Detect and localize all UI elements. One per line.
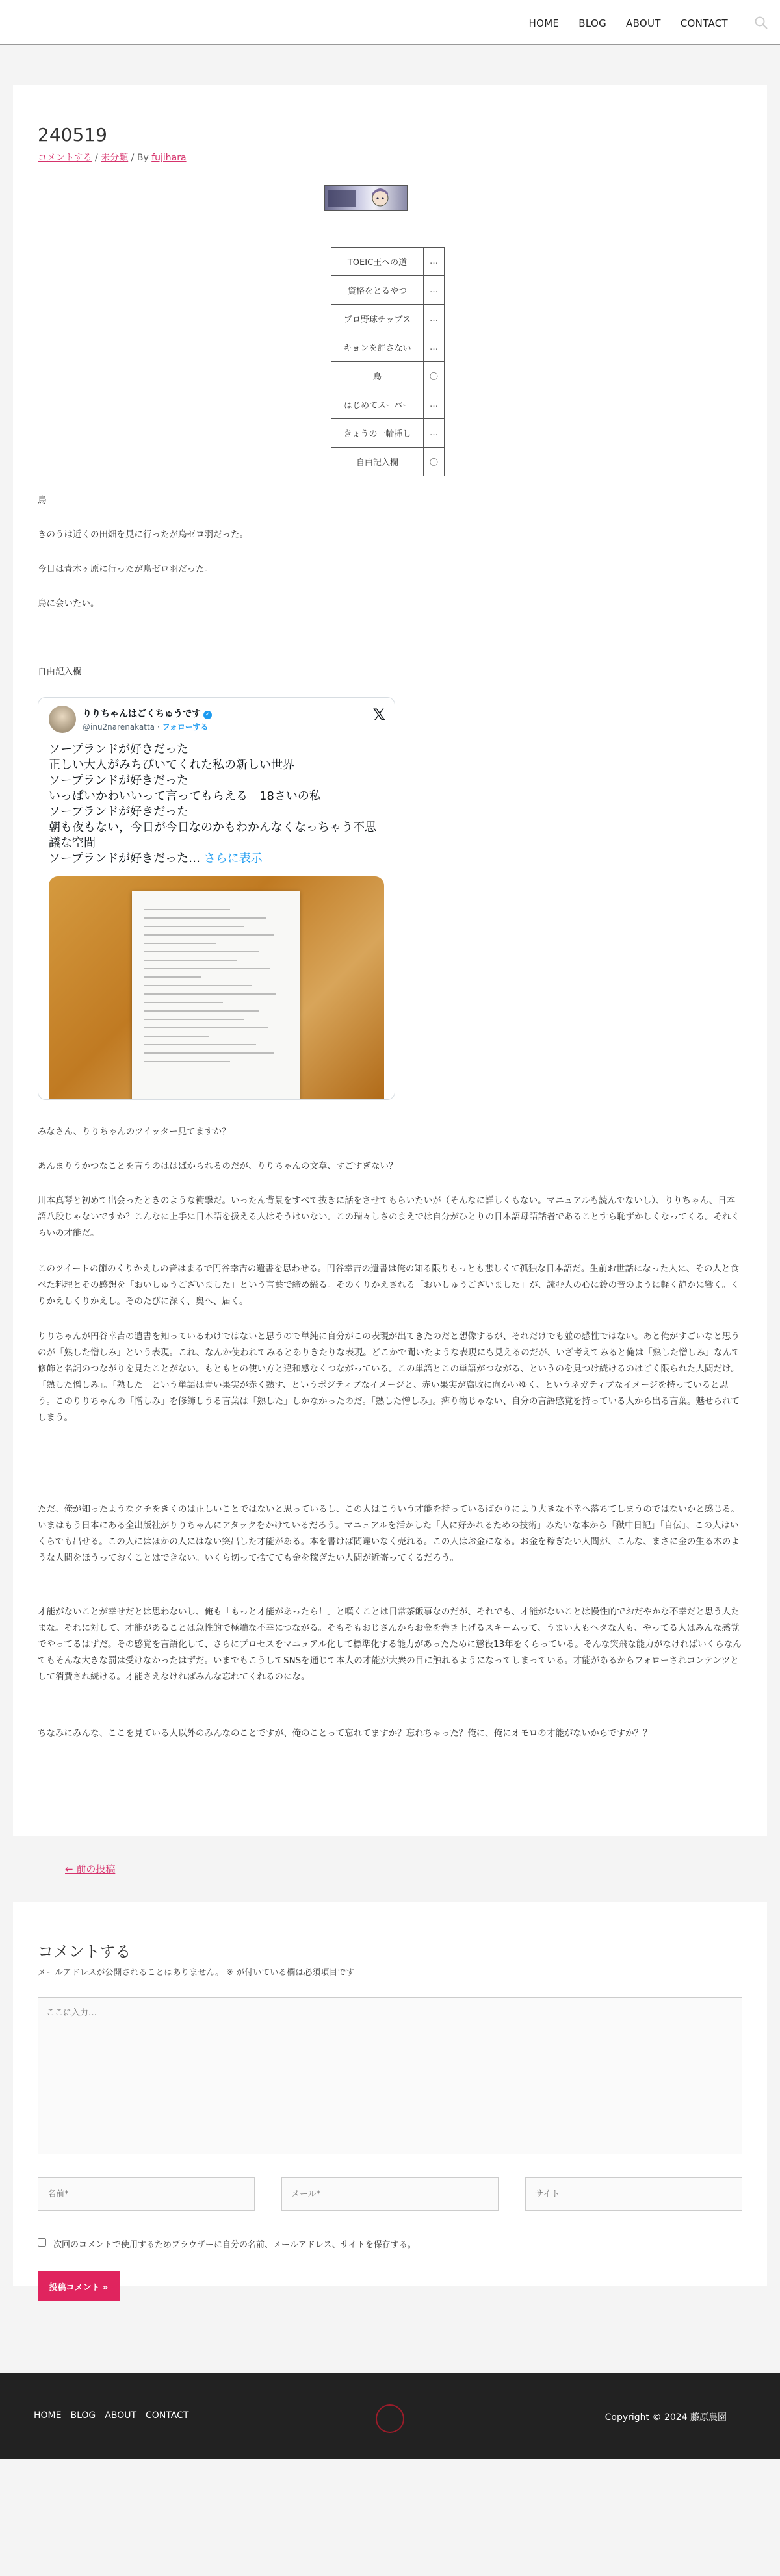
- tweet-text: [49, 742, 387, 867]
- author-link[interactable]: fujihara: [151, 153, 187, 163]
- paragraph: ちなみにみんな、ここを見ている人以外のみんなのことですが、俺のことって忘れてますか？忘れちゃった？俺に、俺にオモロの才能がないからですか？？: [38, 1728, 652, 1739]
- search-icon[interactable]: [754, 16, 768, 30]
- name-field[interactable]: [38, 2177, 255, 2211]
- verified-icon: ✓: [203, 711, 212, 719]
- table-cell: きょうの一輪挿し: [332, 419, 424, 448]
- paragraph: ただ、俺が知ったようなクチをきくのは正しいことではないと思っているし、この人はこういう才能を持っているばかりにより大きな不幸へ落ちてしまうのではないかと感じる。いまはもう日本にある全出版社がりりちゃんにアタックをかけているだろう。マニュアルを活かした「人に好かれるための技術」みたいな本から「獄中日記」「自伝」、この人はいくらでも出せる。この人にはほかの人にはない突出した才能がある。本を書けば間違いなく売れる。この人はお金になる。お金を稼ぎたい人間が、こんな、まさに金の生る木のような人間をほうっておくことはできない。いくら切って捨てても金を稼ぎたい人間が近寄ってくるだろう。: [38, 1504, 740, 1563]
- nav-home[interactable]: HOME: [528, 18, 560, 29]
- paragraph: 今日は青木ヶ原に行ったが鳥ゼロ羽だった。: [38, 564, 213, 574]
- follow-button[interactable]: フォローする: [162, 722, 209, 732]
- tweet-line: ソープランドが好きだった: [49, 805, 189, 819]
- progress-table: [331, 247, 445, 476]
- table-cell: …: [424, 276, 445, 305]
- footer-link-blog[interactable]: BLOG: [70, 2410, 96, 2421]
- table-cell: …: [424, 390, 445, 419]
- email-field[interactable]: [281, 2177, 499, 2211]
- tweet-author-name[interactable]: りりちゃんはごくちゅうです ✓: [83, 707, 212, 720]
- paragraph: みなさん、りりちゃんのツイッター見てますか？: [38, 1127, 231, 1137]
- tweet-embed[interactable]: [38, 697, 395, 1100]
- table-cell: 資格をとるやつ: [332, 276, 424, 305]
- table-cell: …: [424, 305, 445, 333]
- table-row: [332, 390, 445, 419]
- table-cell: …: [424, 248, 445, 276]
- table-cell: 鳥: [332, 362, 424, 390]
- table-row: [332, 333, 445, 362]
- main-nav: [529, 18, 728, 29]
- site-footer: [0, 2373, 780, 2459]
- footer-link-about[interactable]: ABOUT: [105, 2410, 137, 2421]
- meta-separator: / By: [128, 153, 152, 163]
- tweet-line: ソープランドが好きだった: [49, 743, 189, 756]
- site-header: [0, 0, 780, 45]
- comment-textarea[interactable]: [38, 1997, 742, 2154]
- paragraph: このツイートの節のくりかえしの音はまるで円谷幸吉の遺書を思わせる。円谷幸吉の遺書は俺の知る限りもっとも悲しくて孤独な日本語だ。生前お世話になった人に、その人と食べた料理とその感想を「おいしゅうございました」という言葉で締め縊る。そのくりかえされる「おいしゅうございました」が、読む人の心に鈴の音のように軽く静かに響く。くりかえしくりかえし。そのたびに深く、奥へ、届く。: [38, 1264, 740, 1307]
- tweet-line: いっぱいかわいいって言ってもらえる 18さいの私: [49, 789, 321, 803]
- category-link[interactable]: 未分類: [101, 153, 129, 163]
- table-cell: TOEIC王への道: [332, 248, 424, 276]
- footer-link-contact[interactable]: CONTACT: [146, 2410, 189, 2421]
- table-cell: 〇: [424, 448, 445, 476]
- save-info-checkbox[interactable]: [38, 2238, 46, 2247]
- comment-note: メールアドレスが公開されることはありません。 ※ が付いている欄は必須項目です: [38, 1968, 355, 1978]
- table-cell: はじめてスーパー: [332, 390, 424, 419]
- nav-blog[interactable]: BLOG: [578, 18, 607, 29]
- tweet-line: 朝も夜もない，今日が今日なのかもわかんなくなっちゃう不思議な空間: [49, 821, 376, 850]
- previous-post-link[interactable]: ← 前の投稿: [65, 1863, 116, 1875]
- paragraph: 鳥に会いたい。: [38, 598, 99, 609]
- paragraph: りりちゃんが円谷幸吉の遺書を知っているわけではないと思うので単純に自分がこの表現が出てきたのだと想像するが、それだけでも並の感性ではない。あと俺がすごいなと思うのが「熟した憎しみ」という表現。これ、なんか使われてみるとありきたりな表現。どこかで聞いたような表現にも見えるのだが、いざ考えてみると俺は「熟した憎しみ」なんて修飾と名詞のつながりを見たことがない。もともとの使い方と違和感なくつながっている。この単語とこの単語がつながる、というのを見つけ続けるのはごく限られた人間だけ。「熟した憎しみ」。「熟した」という単語は青い果実が赤く熟す、というポジティブなイメージと、赤い果実が腐敗に向かいゆく、というネガティブなイメージを持っていると思う。このりりちゃんの「憎しみ」を修飾しうる言葉は「熟した」しかなかったのだ。「熟した憎しみ」。痺り物じゃない、自分の言語感覚を持っている人から出る言葉。魅せられてしまう。: [38, 1331, 740, 1423]
- table-cell: プロ野球チップス: [332, 305, 424, 333]
- footer-logo-icon[interactable]: [376, 2404, 404, 2433]
- x-logo-icon[interactable]: 𝕏: [372, 706, 385, 724]
- tweet-handle-line: @inu2narenakatta · フォローする: [83, 722, 209, 732]
- table-row: [332, 248, 445, 276]
- table-row: [332, 305, 445, 333]
- footer-nav: [34, 2410, 188, 2421]
- comment-link[interactable]: コメントする: [38, 153, 92, 163]
- post-article: [13, 85, 767, 1836]
- tweet-line: 正しい大人がみちびいてくれた私の新しい世界: [49, 758, 294, 772]
- paragraph: 才能がないことが幸せだとは思わないし、俺も「もっと才能があったら！」と嘆くことは日常茶飯事なのだが、それでも、才能がないことは慢性的でおだやかな不幸だと思う人たまな。それに対して、才能があることは急性的で極端な不幸につながる。そもそもおじさんからお金を巻き上げるスキームって、うまい人もヘタな人も、やってる人はみんな感覚でやってるはずだ。その感覚を言語化して、さらにプロセスをマニュアル化して標準化する能力があったために懲役13年をくらっている。そんな突飛な能力がなければいくらなんてもそんな大きな罰は受けなかったはずだ。いまでもこうしてSNSを通じて本人の才能が大衆の目に触れるようになってしまっている。才能があるからフォローされコンテンツとして消費され続ける。才能さえなければみんな忘れてくれるのにな。: [38, 1607, 742, 1682]
- comment-title: コメントする: [38, 1943, 131, 1961]
- section-heading-bird: 鳥: [38, 495, 47, 505]
- table-cell: キョンを許さない: [332, 333, 424, 362]
- table-cell: …: [424, 333, 445, 362]
- post-title: 240519: [38, 124, 107, 146]
- submit-comment-button[interactable]: 投稿コメント »: [38, 2271, 120, 2301]
- tweet-line-last: ソープランドが好きだった… さらに表示: [49, 852, 263, 865]
- site-field[interactable]: [525, 2177, 742, 2211]
- footer-link-home[interactable]: HOME: [34, 2410, 62, 2421]
- copyright: Copyright © 2024 藤原農園: [604, 2412, 727, 2423]
- table-row: [332, 419, 445, 448]
- nav-contact[interactable]: CONTACT: [680, 18, 728, 29]
- table-row: [332, 448, 445, 476]
- save-info-label: 次回のコメントで使用するためブラウザーに自分の名前、メールアドレス、サイトを保存する。: [53, 2240, 416, 2250]
- meta-separator: /: [92, 153, 101, 163]
- table-row: [332, 276, 445, 305]
- table-cell: 自由記入欄: [332, 448, 424, 476]
- banner-character-icon: [325, 186, 408, 211]
- section-heading-free: 自由記入欄: [38, 667, 82, 677]
- handwritten-letter-image: [132, 891, 300, 1100]
- paragraph: あんまりうかつなことを言うのははばかられるのだが、りりちゃんの文章、すごすぎない？: [38, 1161, 398, 1171]
- tweet-line: ソープランドが好きだった: [49, 774, 189, 787]
- tweet-photo[interactable]: [49, 876, 384, 1100]
- show-more-link[interactable]: さらに表示: [200, 852, 263, 865]
- table-cell: …: [424, 419, 445, 448]
- nav-about[interactable]: ABOUT: [626, 18, 661, 29]
- table-cell: 〇: [424, 362, 445, 390]
- avatar[interactable]: [49, 706, 76, 733]
- comment-form-section: [13, 1902, 767, 2293]
- post-meta: [38, 151, 187, 164]
- paragraph: 川本真琴と初めて出会ったときのような衝撃だ。いったん背景をすべて抜きに話をさせてもらいたいが（そんなに詳しくもない。マニュアルも読んでないし）、りりちゃん、日本語八段じゃないですか？こんなに上手に日本語を扱える人はそうはいない。この瑞々しさのまえでは自分がひとりの日本語母語話者であることすら恥ずかしくなってくる。それくらいの才能だ。: [38, 1195, 740, 1238]
- table-row: [332, 362, 445, 390]
- banner-image: [324, 185, 408, 211]
- paragraph: きのうは近くの田畑を見に行ったが鳥ゼロ羽だった。: [38, 529, 248, 540]
